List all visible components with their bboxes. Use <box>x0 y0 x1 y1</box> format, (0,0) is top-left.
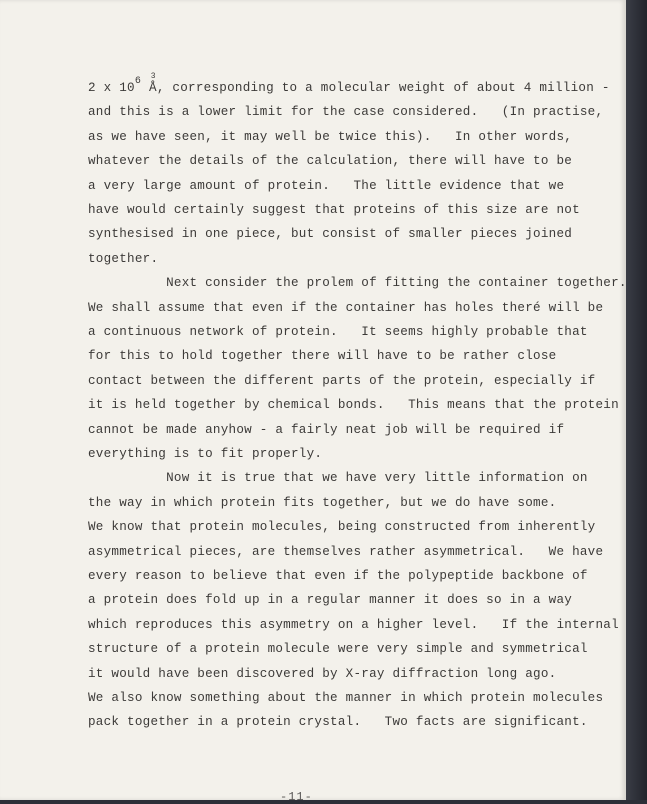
text-line: and this is a lower limit for the case considered. (In practise, <box>88 105 604 120</box>
text-line: whatever the details of the calculation, there will have to be <box>88 154 573 169</box>
unit-angstrom: Å <box>148 81 157 95</box>
text-line: together. <box>88 251 159 266</box>
text-line: a continuous network of protein. It seems highly probable that <box>88 325 588 339</box>
unit-power: 3 <box>150 72 156 81</box>
text-line: it is held together by chemical bonds. This means that the protein <box>88 398 619 413</box>
first-line-prefix: 2 x 10 <box>88 81 135 95</box>
text-line: synthesised in one piece, but consist of smaller pieces joined <box>88 227 573 242</box>
text-line: We shall assume that even if the container has holes theré will be <box>88 300 604 315</box>
text-line: it would have been discovered by X-ray diffraction long ago. <box>88 666 557 681</box>
text-line: which reproduces this asymmetry on a higher level. If the internal <box>88 617 619 632</box>
text-line: We also know something about the manner in which protein molecules <box>88 691 604 705</box>
text-line: for this to hold together there will have to be rather close <box>88 349 557 364</box>
text-line: as we have seen, it may well be twice this). In other words, <box>88 129 573 144</box>
text-line: Next consider the prolem of fitting the container together. <box>88 276 627 291</box>
text-line: the way in which protein fits together, but we do have some. <box>88 495 557 510</box>
text-line: have would certainly suggest that proteins of this size are not <box>88 203 580 217</box>
text-line: We know that protein molecules, being constructed from inherently <box>88 520 596 535</box>
text-line: asymmetrical pieces, are themselves rather asymmetrical. We have <box>88 544 604 559</box>
text-line: a very large amount of protein. The little evidence that we <box>88 178 565 193</box>
exponent: 6 <box>134 76 142 87</box>
text-line: everything is to fit properly. <box>88 447 323 461</box>
text-line: a protein does fold up in a regular manner it does so in a way <box>88 593 573 608</box>
text-line: pack together in a protein crystal. Two facts are significant. <box>88 715 588 730</box>
first-line-rest: , corresponding to a molecular weight of about 4 million - <box>156 81 610 95</box>
text-line: cannot be made anyhow - a fairly neat job will be required if <box>88 422 565 437</box>
text-line: Now it is true that we have very little information on <box>88 471 588 486</box>
page-marker: -11- <box>280 790 313 804</box>
text-line: contact between the different parts of the protein, especially if <box>88 373 596 388</box>
text-line-1 <box>88 72 610 98</box>
scanner-background <box>626 0 647 800</box>
text-line: structure of a protein molecule were very simple and symmetrical <box>88 642 588 657</box>
text-line: every reason to believe that even if the polypeptide backbone of <box>88 569 588 583</box>
